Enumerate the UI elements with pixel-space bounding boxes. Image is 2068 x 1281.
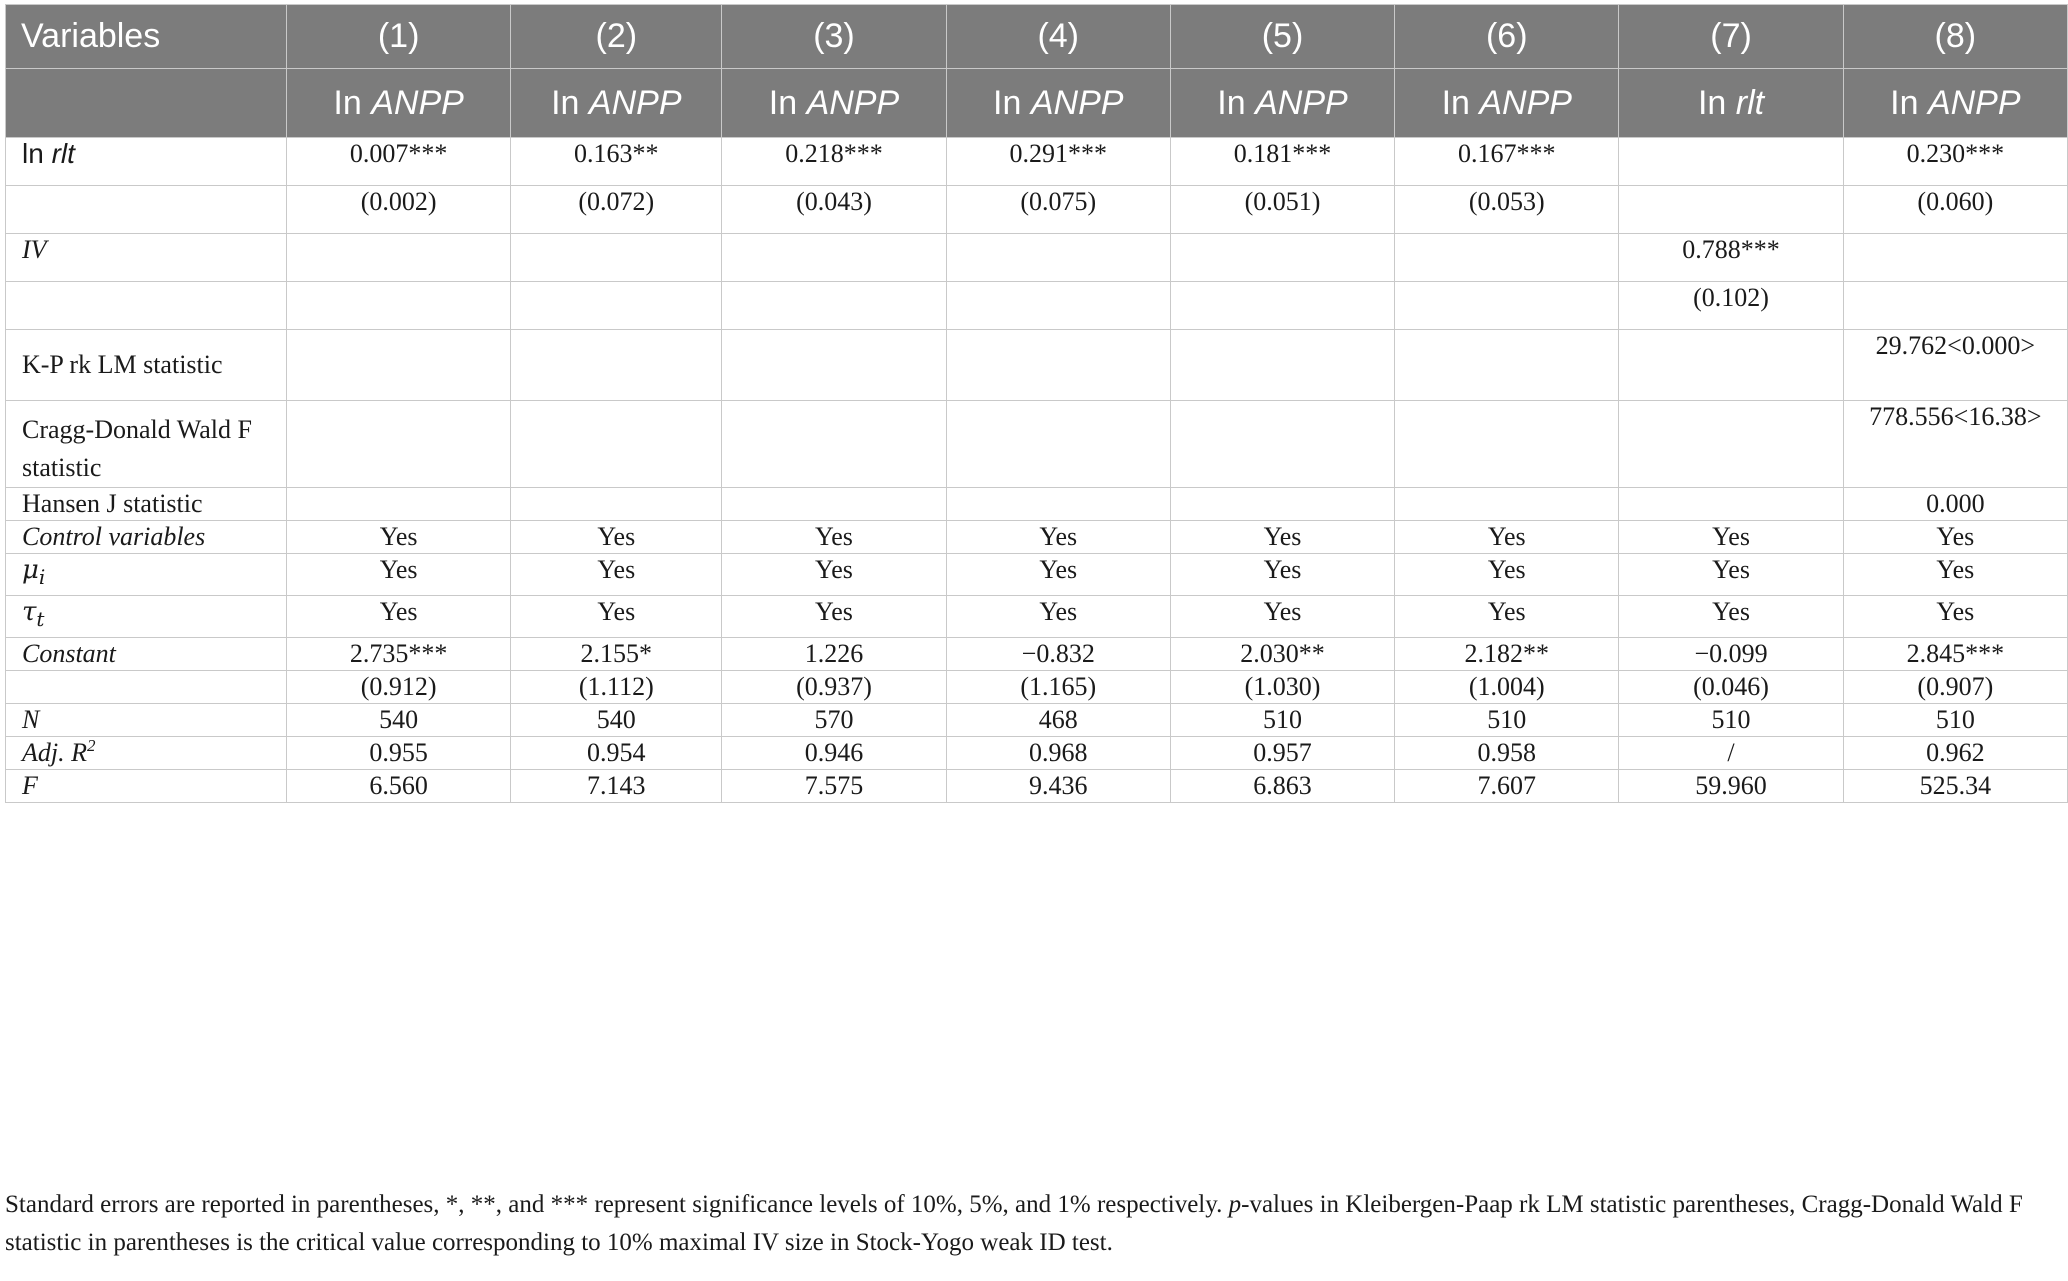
mu-subscript: i: [38, 565, 46, 589]
table-cell: [722, 488, 946, 521]
table-cell: [722, 401, 946, 488]
table-cell: [946, 282, 1170, 330]
tau-subscript: t: [36, 607, 45, 631]
table-cell: 540: [287, 704, 511, 737]
column-number-header: (4): [946, 5, 1170, 69]
table-cell: [1619, 488, 1843, 521]
adj-r-label: Adj. R: [22, 738, 87, 767]
dependent-var-header: [1170, 69, 1394, 138]
dependent-var-header: [1395, 69, 1619, 138]
row-label-iv: IV: [6, 234, 287, 282]
table-cell: Yes: [1843, 554, 2067, 596]
table-cell: 7.143: [511, 770, 722, 803]
table-cell: [722, 282, 946, 330]
dep-var: ANPP: [588, 83, 682, 122]
dep-prefix: In: [333, 83, 362, 122]
table-cell: 0.181***: [1170, 138, 1394, 186]
table-cell: [946, 401, 1170, 488]
table-cell: 468: [946, 704, 1170, 737]
row-label-cragg-donald: Cragg-Donald Wald F statistic: [6, 401, 287, 488]
table-cell: 0.291***: [946, 138, 1170, 186]
row-label-n: N: [6, 704, 287, 737]
table-cell: (1.030): [1170, 671, 1394, 704]
table-cell: [287, 234, 511, 282]
dep-prefix: In: [1890, 83, 1919, 122]
dep-prefix: In: [768, 83, 798, 122]
table-cell: [287, 401, 511, 488]
table-cell: (0.043): [722, 186, 946, 234]
table-cell: (0.051): [1170, 186, 1394, 234]
table-row-n: [6, 704, 2068, 737]
table-row-tau-t: [6, 596, 2068, 638]
table-cell: 2.182**: [1395, 638, 1619, 671]
table-cell: 2.735***: [287, 638, 511, 671]
table-cell: 778.556<16.38>: [1843, 401, 2067, 488]
table-cell: 0.007***: [287, 138, 511, 186]
table-row-hansen-j: [6, 488, 2068, 521]
table-row-adj-r2: [6, 737, 2068, 770]
table-cell: 0.167***: [1395, 138, 1619, 186]
footnote-p-italic: p: [1228, 1191, 1242, 1218]
table-cell: [1395, 282, 1619, 330]
table-cell: [1170, 488, 1394, 521]
table-row-kp-statistic: [6, 330, 2068, 401]
dependent-var-header: [1619, 69, 1843, 138]
table-cell: Yes: [722, 521, 946, 554]
header-row-column-numbers: [6, 5, 2068, 69]
footnote-part2: -values in Kleibergen-Paap rk LM statistic parentheses, Cragg-Donald Wald F statistic in parentheses is the critical value corresponding to 10% maximal IV size in Stock-Yogo weak ID test.: [5, 1191, 2023, 1256]
table-row-iv: [6, 234, 2068, 282]
dep-prefix: In: [993, 83, 1022, 122]
table-cell: 510: [1170, 704, 1394, 737]
table-cell: [1170, 234, 1394, 282]
table-cell: [1619, 330, 1843, 401]
table-cell: [287, 488, 511, 521]
table-header: [6, 5, 2068, 138]
table-cell: Yes: [1619, 554, 1843, 596]
table-cell: Yes: [946, 521, 1170, 554]
table-cell: Yes: [1843, 521, 2067, 554]
dep-prefix: In: [1441, 83, 1470, 122]
table-cell: (0.072): [511, 186, 722, 234]
dep-var: ANPP: [1927, 83, 2021, 122]
table-cell: Yes: [722, 554, 946, 596]
table-row-f: [6, 770, 2068, 803]
table-cell: 0.946: [722, 737, 946, 770]
table-row-ln-rlt-se: [6, 186, 2068, 234]
row-label-f: F: [6, 770, 287, 803]
footnote-part1: Standard errors are reported in parentheses, *, **, and *** represent significance levels of 10%, 5%, and 1% respectively.: [5, 1191, 1229, 1218]
table-cell: [1395, 488, 1619, 521]
table-cell: 1.226: [722, 638, 946, 671]
table-cell: 0.788***: [1619, 234, 1843, 282]
table-cell: 7.607: [1395, 770, 1619, 803]
mu-symbol: μ: [22, 555, 39, 585]
table-cell: Yes: [1395, 554, 1619, 596]
dep-prefix: In: [551, 83, 580, 122]
table-cell: [1170, 330, 1394, 401]
dependent-var-header: [946, 69, 1170, 138]
table-cell: −0.832: [946, 638, 1170, 671]
table-cell: Yes: [287, 596, 511, 638]
table-cell: Yes: [1170, 521, 1394, 554]
table-cell: Yes: [511, 521, 722, 554]
table-cell: (0.060): [1843, 186, 2067, 234]
table-cell: Yes: [1170, 554, 1394, 596]
table-cell: (0.046): [1619, 671, 1843, 704]
table-cell: Yes: [511, 596, 722, 638]
table-cell: (1.112): [511, 671, 722, 704]
table-cell: 510: [1619, 704, 1843, 737]
table-cell: 0.968: [946, 737, 1170, 770]
table-cell: (0.002): [287, 186, 511, 234]
table-cell: 0.163**: [511, 138, 722, 186]
table-row-mu-i: [6, 554, 2068, 596]
table-row-ln-rlt: [6, 138, 2068, 186]
table-row-constant: [6, 638, 2068, 671]
row-label-control-variables: Control variables: [6, 521, 287, 554]
table-cell: 0.958: [1395, 737, 1619, 770]
table-cell: [1619, 401, 1843, 488]
row-label-tau-t: [6, 596, 287, 638]
row-label-mu-i: [6, 554, 287, 596]
table-cell: [1619, 186, 1843, 234]
table-cell: Yes: [1619, 521, 1843, 554]
table-cell: (0.912): [287, 671, 511, 704]
column-number-header: (8): [1843, 5, 2067, 69]
table-cell: 0.962: [1843, 737, 2067, 770]
dep-var: ANPP: [1479, 83, 1572, 122]
dep-var: rlt: [1735, 83, 1765, 122]
table-cell: [946, 234, 1170, 282]
table-row-control-variables: [6, 521, 2068, 554]
table-cell: Yes: [1395, 521, 1619, 554]
table-cell: 0.957: [1170, 737, 1394, 770]
column-number-header: (5): [1170, 5, 1394, 69]
table-row-cragg-donald: [6, 401, 2068, 488]
row-label-kp: K-P rk LM statistic: [6, 330, 287, 401]
variables-header: Variables: [6, 5, 287, 69]
header-row-dependent-vars: [6, 69, 2068, 138]
column-number-header: (3): [722, 5, 946, 69]
dependent-var-header: [722, 69, 946, 138]
table-cell: 7.575: [722, 770, 946, 803]
table-cell: [511, 330, 722, 401]
row-label-blank: [6, 671, 287, 704]
table-cell: 0.954: [511, 737, 722, 770]
table-footnote: [5, 1186, 2060, 1262]
table-cell: Yes: [946, 596, 1170, 638]
row-label-var: rlt: [51, 138, 75, 169]
table-cell: [1170, 282, 1394, 330]
table-cell: (0.937): [722, 671, 946, 704]
table-cell: 540: [511, 704, 722, 737]
table-cell: 2.155*: [511, 638, 722, 671]
table-cell: [1619, 138, 1843, 186]
table-cell: Yes: [1843, 596, 2067, 638]
dep-var: ANPP: [371, 83, 464, 122]
dep-var: ANPP: [806, 83, 900, 122]
table-cell: [511, 488, 722, 521]
row-label-constant: Constant: [6, 638, 287, 671]
table-cell: 59.960: [1619, 770, 1843, 803]
table-cell: [1395, 234, 1619, 282]
table-cell: 6.863: [1170, 770, 1394, 803]
row-label-ln-rlt: [6, 138, 287, 186]
dependent-var-header: [1843, 69, 2067, 138]
row-label-prefix: ln: [22, 138, 44, 169]
table-cell: [1843, 282, 2067, 330]
table-cell: Yes: [287, 554, 511, 596]
table-cell: 29.762<0.000>: [1843, 330, 2067, 401]
table-cell: 2.030**: [1170, 638, 1394, 671]
table-cell: [1843, 234, 2067, 282]
dep-prefix: In: [1217, 83, 1246, 122]
table-cell: Yes: [722, 596, 946, 638]
table-cell: [722, 234, 946, 282]
table-cell: [946, 330, 1170, 401]
table-cell: (0.907): [1843, 671, 2067, 704]
dep-var: ANPP: [1030, 83, 1124, 122]
row-label-blank: [6, 186, 287, 234]
tau-symbol: τ: [22, 597, 37, 627]
table-cell: /: [1619, 737, 1843, 770]
row-label-hansen-j: Hansen J statistic: [6, 488, 287, 521]
table-cell: Yes: [511, 554, 722, 596]
table-cell: [1170, 401, 1394, 488]
dep-prefix: In: [1697, 83, 1727, 122]
table-row-iv-se: [6, 282, 2068, 330]
table-cell: Yes: [1170, 596, 1394, 638]
table-cell: (0.102): [1619, 282, 1843, 330]
table-cell: 0.000: [1843, 488, 2067, 521]
table-cell: 2.845***: [1843, 638, 2067, 671]
row-label-blank: [6, 282, 287, 330]
table-cell: 0.955: [287, 737, 511, 770]
table-cell: (1.165): [946, 671, 1170, 704]
column-number-header: (7): [1619, 5, 1843, 69]
dependent-var-header: [511, 69, 722, 138]
table-cell: (0.075): [946, 186, 1170, 234]
table-cell: 6.560: [287, 770, 511, 803]
table-cell: Yes: [1395, 596, 1619, 638]
table-cell: (1.004): [1395, 671, 1619, 704]
table-cell: [946, 488, 1170, 521]
table-cell: 9.436: [946, 770, 1170, 803]
table-cell: [511, 401, 722, 488]
table-cell: 525.34: [1843, 770, 2067, 803]
table-cell: Yes: [1619, 596, 1843, 638]
table-cell: [722, 330, 946, 401]
table-cell: Yes: [287, 521, 511, 554]
table-cell: [511, 282, 722, 330]
table-cell: Yes: [946, 554, 1170, 596]
table-cell: [511, 234, 722, 282]
adj-r-superscript: 2: [87, 736, 96, 755]
table-cell: −0.099: [1619, 638, 1843, 671]
table-cell: 510: [1843, 704, 2067, 737]
dep-var: ANPP: [1255, 83, 1348, 122]
table-row-constant-se: [6, 671, 2068, 704]
column-number-header: (2): [511, 5, 722, 69]
regression-results-table: [5, 4, 2068, 803]
table-cell: [1395, 401, 1619, 488]
dependent-var-header: [287, 69, 511, 138]
table-cell: 570: [722, 704, 946, 737]
table-cell: [1395, 330, 1619, 401]
table-cell: 0.230***: [1843, 138, 2067, 186]
column-number-header: (1): [287, 5, 511, 69]
table-cell: [287, 330, 511, 401]
column-number-header: (6): [1395, 5, 1619, 69]
variables-header-blank: [6, 69, 287, 138]
table-cell: (0.053): [1395, 186, 1619, 234]
row-label-adj-r2: [6, 737, 287, 770]
table-cell: [287, 282, 511, 330]
table-cell: 0.218***: [722, 138, 946, 186]
table-body: [6, 138, 2068, 803]
table-cell: 510: [1395, 704, 1619, 737]
